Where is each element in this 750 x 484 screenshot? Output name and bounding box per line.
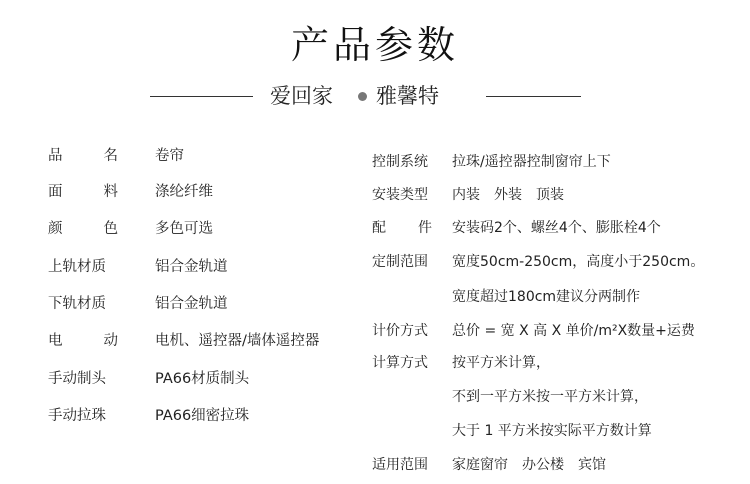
brand-name: 爱回家 — [270, 84, 333, 108]
spec-value-top-rail: 铝合金轨道 — [155, 259, 228, 275]
spec-value-calc-line: 大于 1 平方米按实际平方数计算 — [452, 423, 652, 439]
spec-label-range: 定制范围 — [372, 254, 428, 270]
brand-name-secondary: 雅馨特 — [376, 84, 439, 108]
spec-label-color — [48, 219, 118, 239]
spec-label-char: 面 — [48, 184, 63, 200]
spec-label-char: 电 — [48, 333, 63, 349]
spec-label-top-rail: 上轨材质 — [48, 259, 106, 275]
spec-label-usage: 适用范围 — [372, 457, 428, 473]
spec-value-bead-chain: PA66细密拉珠 — [155, 408, 250, 424]
spec-value-fabric: 涤纶纤维 — [155, 184, 213, 200]
spec-label-control: 控制系统 — [372, 154, 428, 170]
spec-value-control: 拉珠/遥控器控制窗帘上下 — [452, 154, 611, 170]
spec-value-name: 卷帘 — [155, 148, 184, 164]
spec-value-range: 宽度50cm-250cm，高度小于250cm。 — [452, 254, 705, 270]
page-title: 产品参数 — [290, 23, 459, 67]
spec-label-bead-chain: 手动拉珠 — [48, 408, 106, 424]
spec-label-char: 动 — [103, 333, 118, 349]
spec-value-usage: 家庭窗帘 办公楼 宾馆 — [452, 457, 606, 473]
spec-value-color: 多色可选 — [155, 221, 213, 237]
separator-dot — [358, 92, 367, 101]
spec-value-parts: 安装码2个、螺丝4个、膨胀栓4个 — [452, 220, 661, 236]
spec-label-install: 安装类型 — [372, 187, 428, 203]
spec-value-calc-line: 不到一平方米按一平方米计算， — [452, 389, 648, 405]
spec-label-name — [48, 146, 118, 166]
spec-label-electric — [48, 331, 118, 351]
spec-label-char: 色 — [103, 221, 118, 237]
spec-label-calc: 计算方式 — [372, 355, 428, 371]
spec-value-pricing: 总价 = 宽 X 高 X 单价/m²X数量+运费 — [452, 323, 695, 339]
spec-label-char: 件 — [418, 220, 432, 236]
spec-value-electric: 电机、遥控器/墙体遥控器 — [155, 333, 320, 349]
spec-value-calc-line: 按平方米计算， — [452, 355, 550, 371]
spec-label-char: 料 — [103, 184, 118, 200]
spec-label-char: 品 — [48, 148, 63, 164]
spec-label-manual-head: 手动制头 — [48, 371, 106, 387]
divider-right — [486, 96, 581, 97]
spec-label-bottom-rail: 下轨材质 — [48, 296, 106, 312]
brand-subtitle — [0, 80, 750, 112]
spec-value-bottom-rail: 铝合金轨道 — [155, 296, 228, 312]
spec-label-char: 颜 — [48, 221, 63, 237]
spec-label-char: 配 — [372, 220, 386, 236]
divider-left — [150, 96, 253, 97]
spec-label-char: 名 — [103, 148, 118, 164]
spec-value-manual-head: PA66材质制头 — [155, 371, 250, 387]
spec-note-range: 宽度超过180cm建议分两制作 — [452, 289, 641, 305]
spec-label-parts — [372, 218, 432, 238]
spec-label-fabric — [48, 182, 118, 202]
spec-label-pricing: 计价方式 — [372, 323, 428, 339]
spec-value-install: 内装 外装 顶装 — [452, 187, 564, 203]
